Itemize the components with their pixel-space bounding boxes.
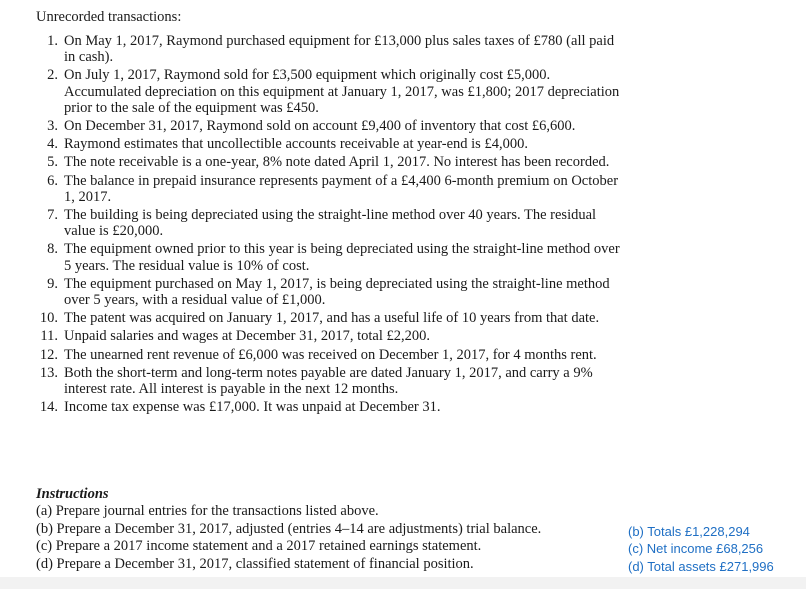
item-text: The balance in prepaid insurance represents payment of a £4,400 6-month premium on October 1, 2017. — [64, 172, 619, 205]
item-number: 5. — [47, 154, 58, 171]
item-number: 4. — [47, 136, 58, 153]
item-text: The building is being depreciated using the straight-line method over 40 years. The residual value is £20,000. — [64, 207, 597, 240]
item-number: 1. — [47, 33, 58, 49]
instruction-item: (a) Prepare journal entries for the transactions listed above. — [36, 503, 379, 519]
list-item — [0, 365, 620, 397]
instruction-item: (b) Prepare a December 31, 2017, adjusted (entries 4–14 are adjustments) trial balance. — [36, 520, 542, 537]
item-text: Both the short-term and long-term notes payable are dated January 1, 2017, and carry a 9% interest rate. All interest is payable in the next 12 months. — [64, 364, 593, 398]
transaction-list — [0, 33, 620, 417]
item-number: 11. — [40, 328, 58, 345]
list-item — [0, 207, 620, 239]
list-item — [0, 173, 620, 205]
item-text: The note receivable is a one-year, 8% note dated April 1, 2017. No interest has been recorded. — [64, 154, 610, 171]
item-number: 7. — [47, 207, 58, 224]
instruction-item: (d) Prepare a December 31, 2017, classified statement of financial position. — [36, 555, 474, 572]
list-item — [0, 310, 620, 326]
item-text: The unearned rent revenue of £6,000 was received on December 1, 2017, for 4 months rent. — [64, 346, 597, 363]
item-number: 12. — [39, 346, 58, 363]
list-item — [0, 154, 620, 170]
answer-c: (c) Net income £68,256 — [628, 541, 764, 557]
list-item — [0, 136, 620, 152]
item-number: 3. — [47, 118, 58, 135]
list-item — [0, 67, 620, 116]
item-text: Unpaid salaries and wages at December 31, 2017, total £2,200. — [64, 328, 431, 345]
answer-d: (d) Total assets £271,996 — [628, 558, 774, 574]
list-item — [0, 241, 620, 273]
item-number: 2. — [47, 67, 58, 84]
item-text: The equipment purchased on May 1, 2017, is being depreciated using the straight-line method over 5 years, with a residual value of £1,000. — [64, 275, 610, 309]
item-number: 13. — [39, 364, 58, 381]
item-text: On July 1, 2017, Raymond sold for £3,500 equipment which originally cost £5,000. Accumulated depreciation on this equipment at January 1, 2017, was £1,800; 2017 depreciation prior to the sale of the equipment was £450. — [64, 67, 620, 116]
item-number: 14. — [39, 399, 58, 416]
item-text: The patent was acquired on January 1, 2017, and has a useful life of 10 years from that date. — [64, 310, 600, 327]
item-text: On May 1, 2017, Raymond purchased equipment for £13,000 plus sales taxes of £780 (all paid in cash). — [64, 33, 615, 66]
list-item — [0, 33, 620, 65]
list-item — [0, 118, 620, 134]
list-item — [0, 399, 620, 415]
page-bottom-band — [0, 577, 806, 589]
section-heading: Unrecorded transactions: — [36, 9, 182, 25]
item-number: 8. — [47, 241, 58, 258]
list-item — [0, 347, 620, 363]
answer-b: (b) Totals £1,228,294 — [628, 524, 750, 539]
instructions-list — [36, 503, 616, 573]
item-text: Income tax expense was £17,000. It was unpaid at December 31. — [64, 399, 441, 416]
item-text: On December 31, 2017, Raymond sold on account £9,400 of inventory that cost £6,600. — [64, 118, 576, 135]
item-number: 10. — [39, 310, 58, 327]
instruction-item: (c) Prepare a 2017 income statement and a 2017 retained earnings statement. — [36, 538, 482, 554]
list-item — [0, 276, 620, 308]
instructions-title: Instructions — [36, 486, 109, 502]
list-item — [0, 328, 620, 344]
item-number: 6. — [47, 172, 58, 189]
item-number: 9. — [47, 275, 58, 292]
answer-check-figures — [628, 523, 774, 575]
item-text: Raymond estimates that uncollectible accounts receivable at year-end is £4,000. — [64, 136, 528, 153]
item-text: The equipment owned prior to this year is being depreciated using the straight-line method over 5 years. The residual value is 10% of cost. — [64, 241, 620, 274]
